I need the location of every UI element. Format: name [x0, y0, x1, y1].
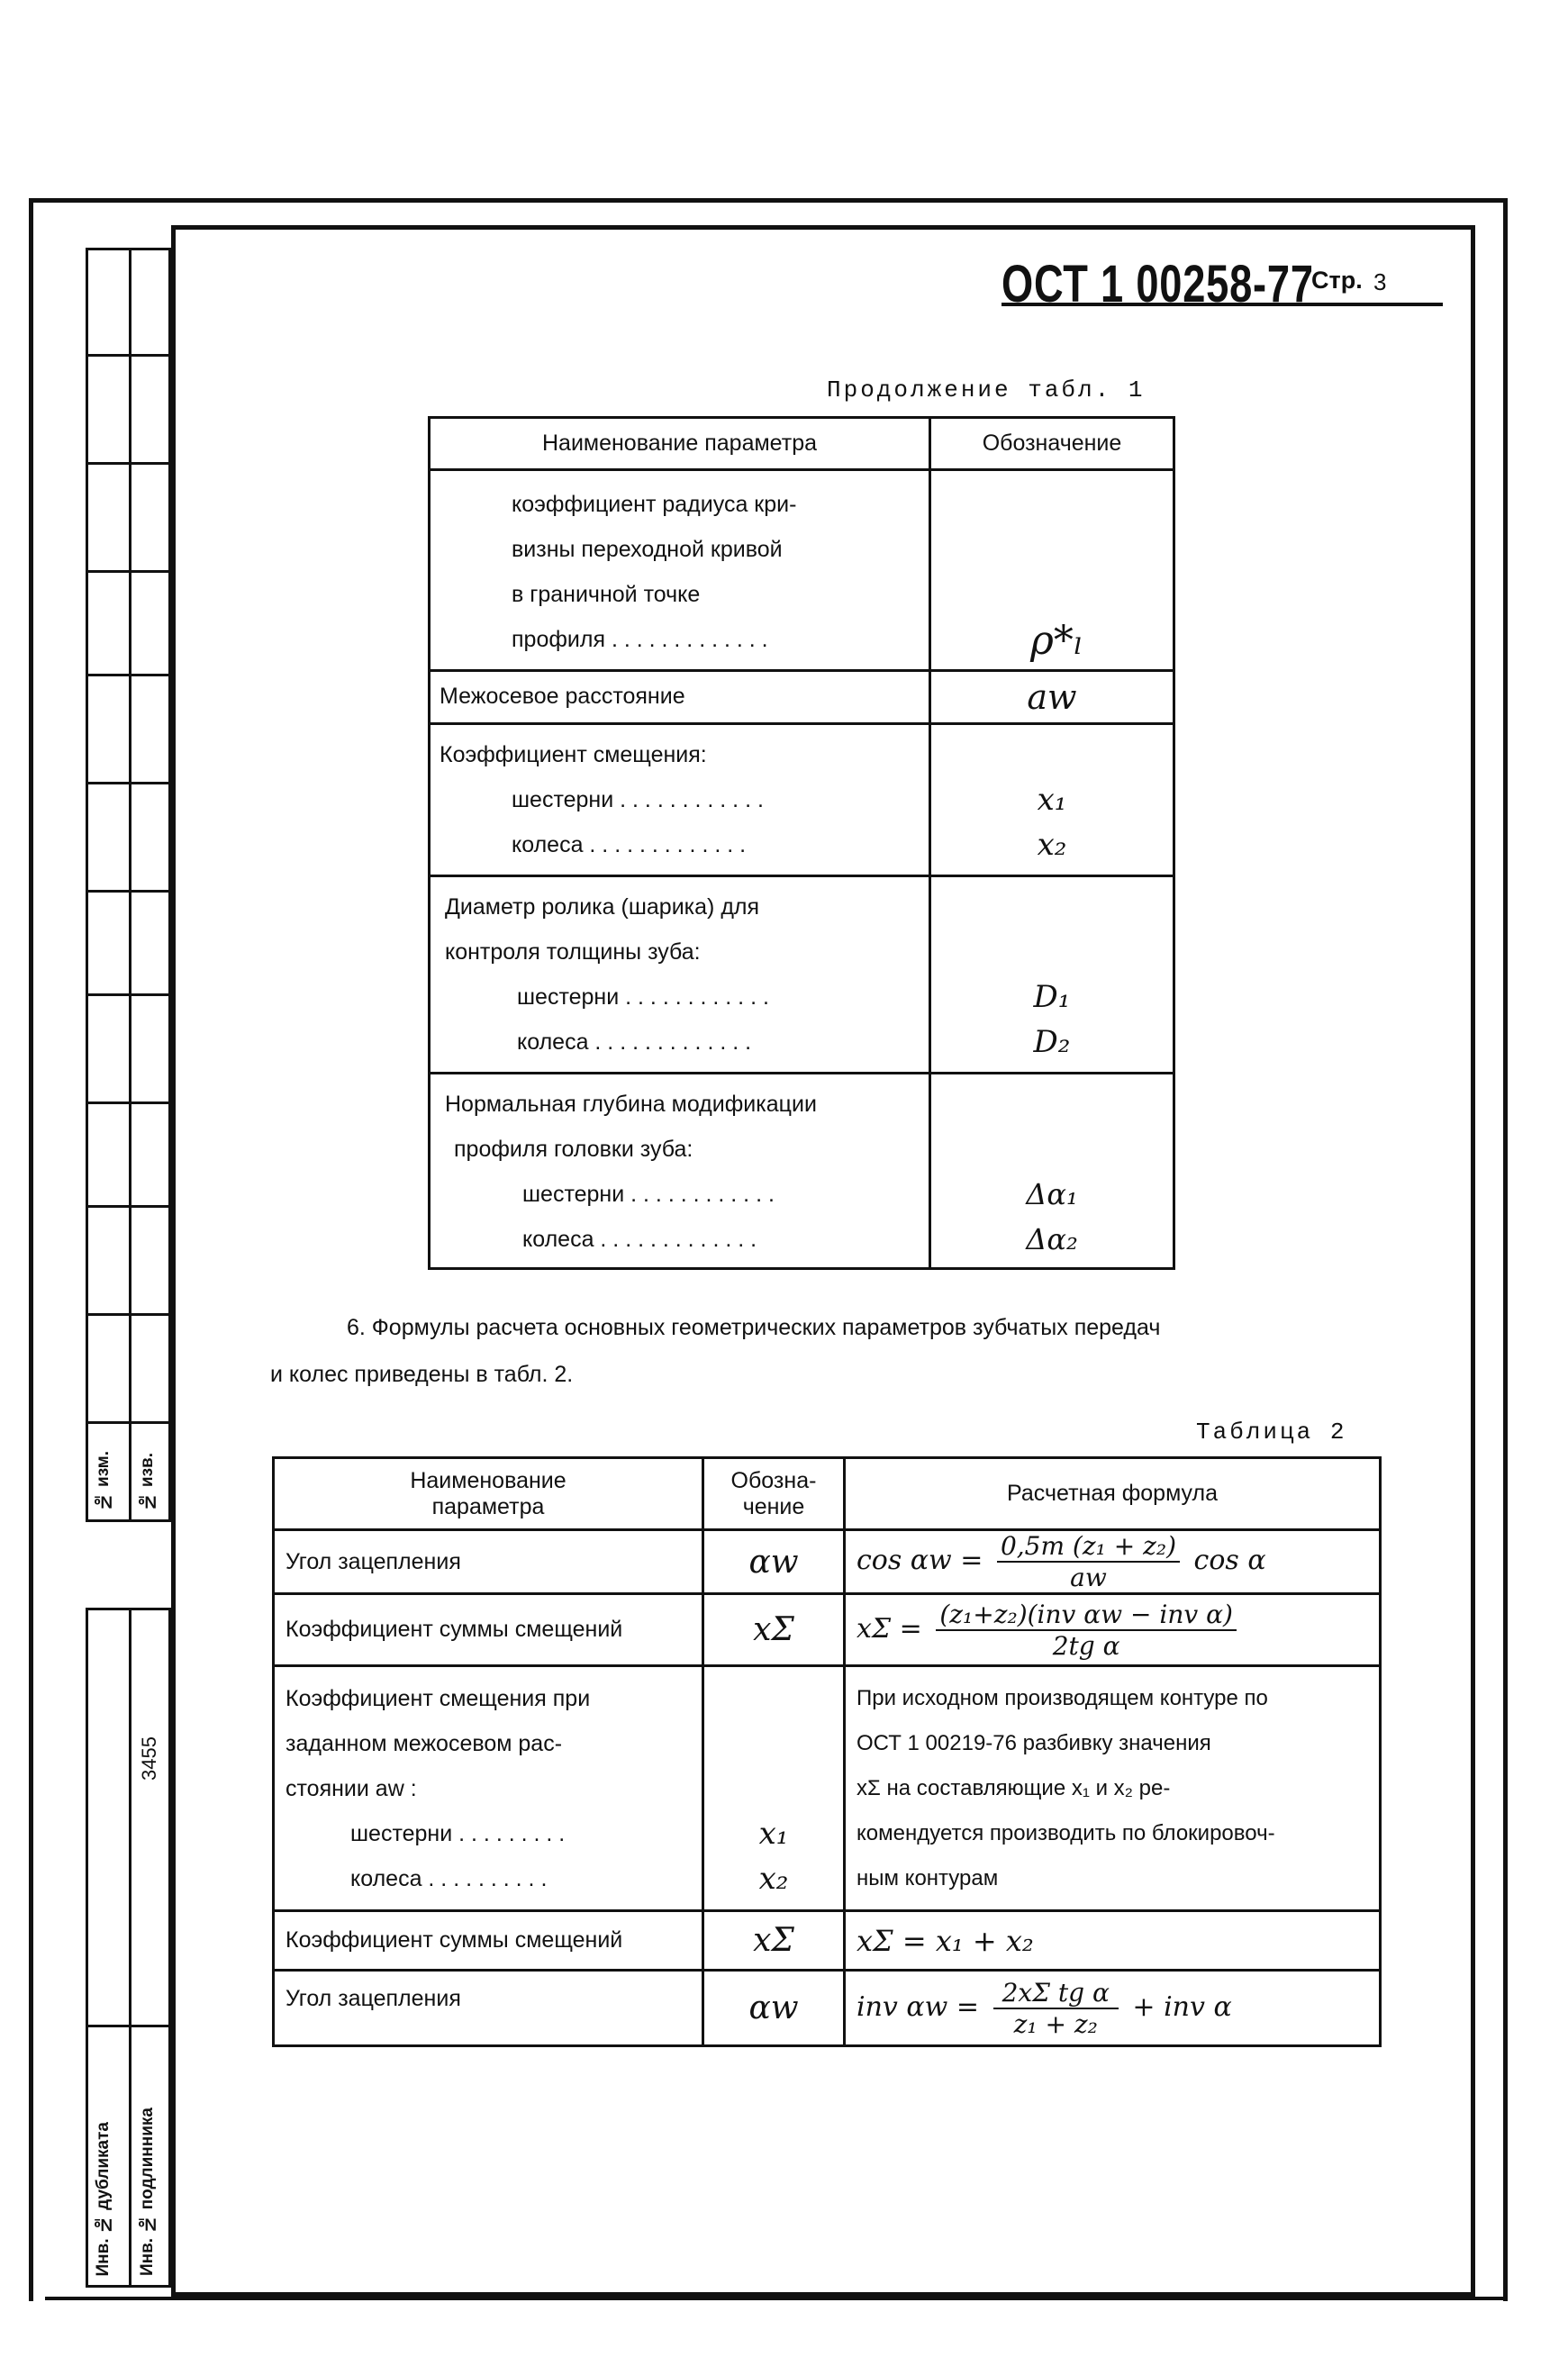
table-row: Угол зацепления αw cos αw = $\frac{\text{0,5m (z₁ + z₂)}}{aw}$ cos α [274, 1530, 1381, 1594]
table2-header-name-1: Наименование [410, 1467, 566, 1493]
table2-header-symbol-1: Обозна- [730, 1467, 817, 1493]
table-row: Коэффициент суммы смещений xΣ xΣ = (z₁+z₂)(inv αw − inv α) 2tg α [274, 1594, 1381, 1666]
table1-header-name: Наименование параметра [430, 418, 930, 470]
standard-number: ОСТ 1 00258-77 [1002, 255, 1314, 313]
table1-header-symbol: Обозначение [930, 418, 1174, 470]
notice-number-label: № изв. [138, 1452, 157, 1510]
table-row: Коэффициент суммы смещений xΣ xΣ = x₁ + x₂ [274, 1911, 1381, 1971]
revision-stamp-block [86, 248, 171, 1522]
table-row: коэффициент радиуса кри- визны переходной кривой в граничной точке профиля . . . . . . . . . . . . . ρ*ₗ [430, 470, 1174, 671]
table2-header-symbol-2: чение [742, 1493, 805, 1519]
table2-header-name-2: параметра [431, 1493, 545, 1519]
center-distance-symbol: aw [1027, 677, 1077, 717]
paragraph-line-1: 6. Формулы расчета основных геометрических параметров зубчатых передач [347, 1315, 1161, 1340]
table-row: Межосевое расстояние aw [430, 671, 1174, 724]
table-row: Диаметр ролика (шарика) для контроля толщины зуба: шестерни . . . . . . . . . . . . колеса . . . . . . . . . . . . . D₁ D₂ [430, 876, 1174, 1074]
table-row: Коэффициент смещения: шестерни . . . . . . . . . . . . колеса . . . . . . . . . . . . . x₁ x₂ [430, 724, 1174, 876]
table1-caption: Продолжение табл. 1 [827, 376, 1146, 403]
duplicate-inventory-label: Инв. № дубликата [94, 2121, 113, 2276]
inventory-number: 3455 [138, 1736, 160, 1781]
original-inventory-label: Инв. № подлинника [138, 2108, 157, 2276]
table-row: Угол зацепления αw inv αw = $\frac{\text{2xΣ tg α}}{\text{z₁ + z₂}}$ + inv α [274, 1971, 1381, 2046]
table-row: Нормальная глубина модификации профиля головки зуба: шестерни . . . . . . . . . . . . колеса . . . . . . . . . . . . . Δα₁ Δα₂ [430, 1074, 1174, 1269]
page-number: 3 [1373, 268, 1387, 295]
change-number-label: № изм. [94, 1450, 113, 1510]
inventory-stamp-block [86, 1608, 171, 2288]
page-bottom-line [45, 2297, 1504, 2300]
formulas-table [272, 1456, 1382, 2047]
header-underline [1002, 303, 1443, 306]
parameters-table-continued [428, 416, 1175, 1270]
table-row: Коэффициент смещения при заданном межосевом рас- стоянии aw : шестерни . . . . . . . . . колеса . . . . . . . . . . x₁ x₂ При исходном производящем контуре по ОСТ 1 00219-76 разбивку значения xΣ на составляющие x₁ и x₂ ре- комендуется производить по блокировоч- ным контурам [274, 1666, 1381, 1911]
paragraph-line-2: и колес приведены в табл. 2. [270, 1362, 574, 1387]
table2-caption: Таблица 2 [1196, 1419, 1347, 1446]
page-label: Стр. [1311, 267, 1363, 294]
table2-header-formula: Расчетная формула [845, 1458, 1381, 1530]
curvature-symbol: ρ*ₗ [1030, 618, 1083, 664]
